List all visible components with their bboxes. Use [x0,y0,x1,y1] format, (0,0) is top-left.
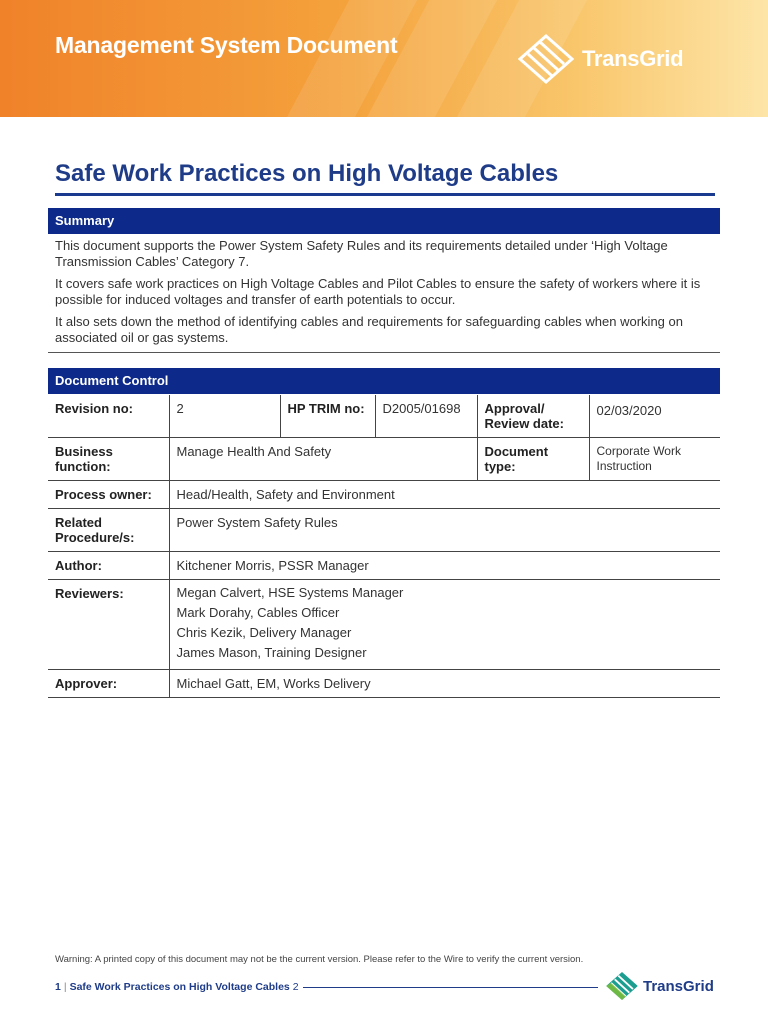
reviewer-entry: Megan Calvert, HSE Systems Manager [176,585,404,600]
approval-label-line: Approval/ [484,401,545,416]
process-owner-label: Process owner: [48,481,169,509]
document-control-table [48,395,720,698]
approver-value: Michael Gatt, EM, Works Delivery [169,670,720,698]
business-label-line: Business [55,444,113,459]
header-title: Management System Document [55,32,398,58]
footer-divider [303,987,598,988]
footer-brand-name: TransGrid [643,977,714,995]
document-type-label [477,438,589,481]
doctype-label-line: Document [484,444,549,459]
doctype-label-line: type: [484,459,516,474]
reviewer-entry: Mark Dorahy, Cables Officer [176,605,340,620]
table-row [48,509,720,552]
approval-value: 02/03/2020 [589,395,720,438]
footer-separator: | [63,981,67,993]
reviewer-entry: James Mason, Training Designer [176,645,367,660]
business-function-label [48,438,169,481]
document-type-value: Corporate Work Instruction [589,438,720,481]
footer-revision: 2 [292,981,299,993]
author-value: Kitchener Morris, PSSR Manager [169,552,720,580]
process-owner-value: Head/Health, Safety and Environment [169,481,720,509]
summary-heading: Summary [48,208,720,234]
related-label-line: Procedure/s: [55,530,135,545]
brand-logo [518,34,683,84]
print-warning: Warning: A printed copy of this document may not be the current version. Please refer to the Wire to verify the current version. [55,954,584,965]
related-procedures-value: Power System Safety Rules [169,509,720,552]
reviewers-label: Reviewers: [48,580,169,670]
table-row [48,552,720,580]
approval-label [477,395,589,438]
page-footer [55,981,299,993]
title-divider [55,193,715,196]
table-row [48,580,720,670]
related-label-line: Related [55,515,102,530]
summary-paragraph: This document supports the Power System Safety Rules and its requirements detailed under ‘High Voltage Transmission Cables’ Category 7. [55,238,668,269]
business-function-value: Manage Health And Safety [169,438,477,481]
document-title: Safe Work Practices on High Voltage Cables [55,160,559,187]
revision-label: Revision no: [48,395,169,438]
document-control-heading: Document Control [48,368,720,394]
summary-divider [48,352,720,353]
summary-paragraph: It covers safe work practices on High Voltage Cables and Pilot Cables to ensure the safety of workers where it is possible for induced voltages and transfer of earth potentials to occur. [55,276,701,307]
revision-value: 2 [169,395,280,438]
approver-label: Approver: [48,670,169,698]
trim-value: D2005/01698 [375,395,477,438]
business-label-line: function: [55,459,111,474]
summary-body [55,238,715,352]
summary-paragraph: It also sets down the method of identifying cables and requirements for safeguarding cables when working on associated oil or gas systems. [55,314,683,345]
author-label: Author: [48,552,169,580]
document-header-banner [0,0,768,117]
table-row [48,395,720,438]
table-row [48,670,720,698]
footer-brand-logo [605,970,714,1002]
transgrid-diamond-logo-icon [605,970,639,1002]
table-row [48,481,720,509]
approval-label-line: Review date: [484,416,564,431]
related-procedures-label [48,509,169,552]
footer-doc-title: Safe Work Practices on High Voltage Cables [69,981,290,993]
reviewer-entry: Chris Kezik, Delivery Manager [176,625,352,640]
trim-label: HP TRIM no: [280,395,375,438]
table-row [48,438,720,481]
transgrid-diamond-logo-icon [518,34,574,84]
reviewers-value [169,580,720,670]
page-number: 1 [55,981,61,993]
brand-name: TransGrid [582,46,684,71]
